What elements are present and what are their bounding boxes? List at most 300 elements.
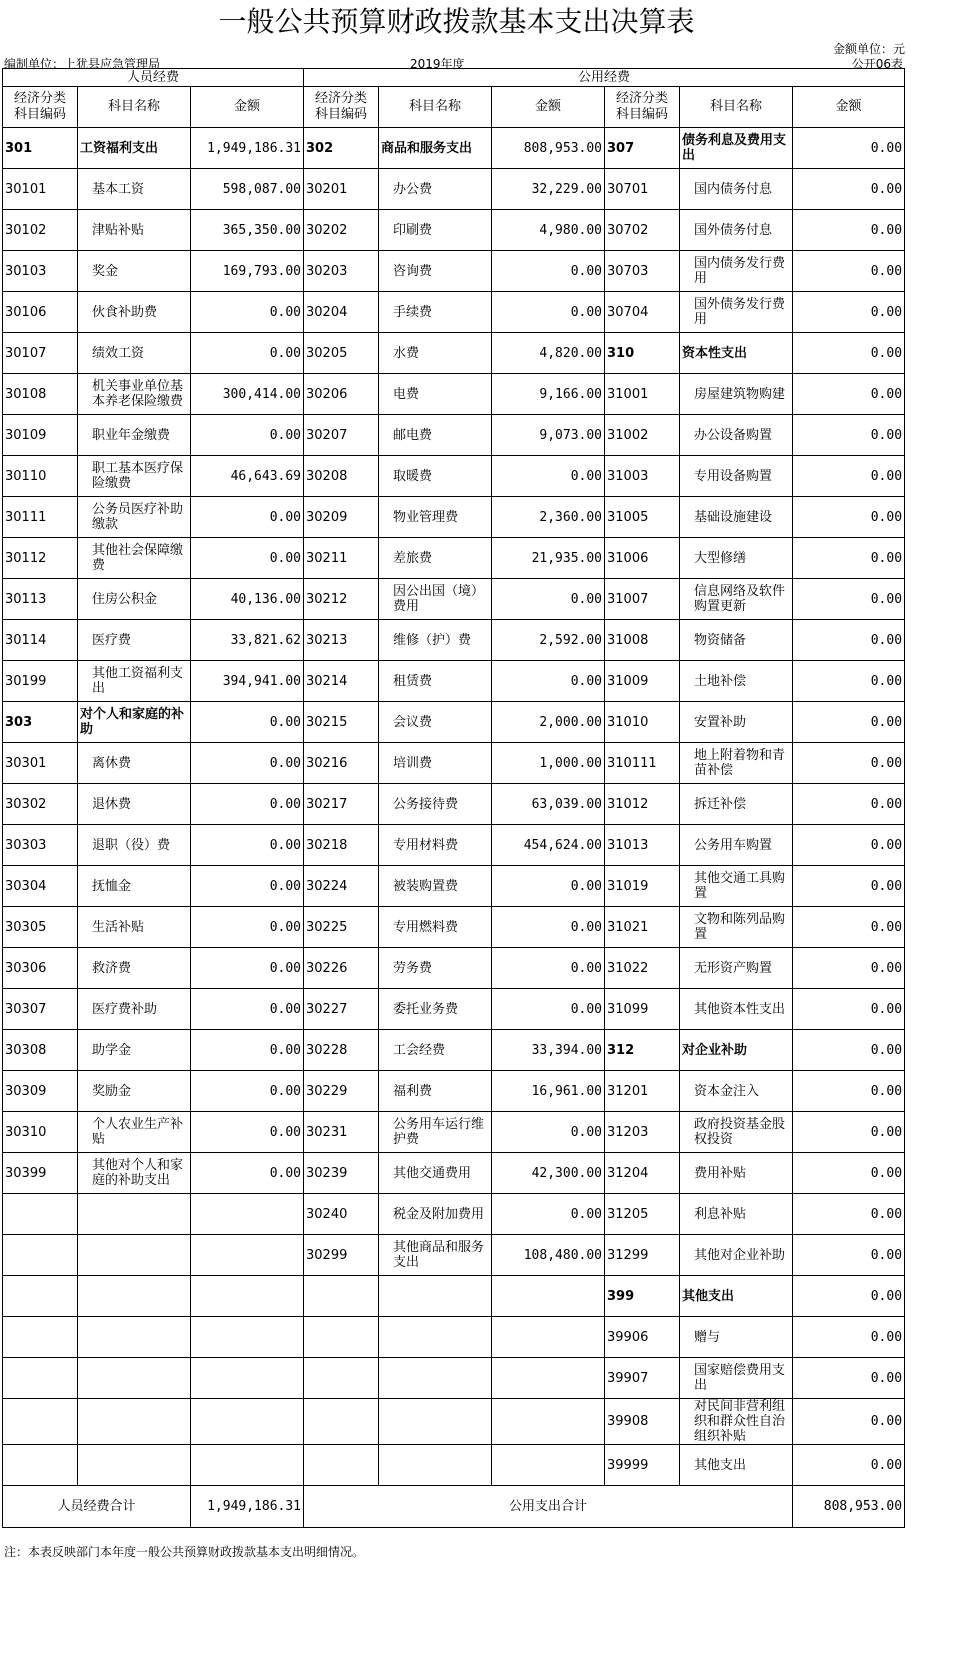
table-row: [3, 702, 905, 743]
code-cell-3: 31201: [605, 1071, 680, 1112]
amount-cell-1: 0.00: [191, 989, 304, 1030]
amount-cell-1: 0.00: [191, 743, 304, 784]
name-cell-1: 个人农业生产补贴: [78, 1112, 191, 1153]
name-cell-2: 被装购置费: [379, 866, 492, 907]
amount-cell-3: 0.00: [793, 292, 905, 333]
name-cell-1: 对个人和家庭的补助: [78, 702, 191, 743]
amount-cell-3: 0.00: [793, 497, 905, 538]
code-cell-1: 30307: [3, 989, 78, 1030]
amount-cell-3: 0.00: [793, 210, 905, 251]
amount-cell-2: [492, 1317, 605, 1358]
name-cell-1: 助学金: [78, 1030, 191, 1071]
public-total-amount: 808,953.00: [793, 1486, 905, 1528]
name-cell-3: 其他资本性支出: [680, 989, 793, 1030]
amount-cell-2: 0.00: [492, 1194, 605, 1235]
col-header-name-1: 科目名称: [78, 87, 191, 128]
name-cell-2: [379, 1317, 492, 1358]
amount-cell-2: 9,166.00: [492, 374, 605, 415]
name-cell-3: 公务用车购置: [680, 825, 793, 866]
amount-cell-2: 1,000.00: [492, 743, 605, 784]
amount-cell-1: 0.00: [191, 1153, 304, 1194]
name-cell-3: 其他支出: [680, 1445, 793, 1486]
code-cell-3: 31203: [605, 1112, 680, 1153]
name-cell-3: 拆迁补偿: [680, 784, 793, 825]
name-cell-1: 其他工资福利支出: [78, 661, 191, 702]
amount-cell-1: 394,941.00: [191, 661, 304, 702]
code-cell-1: [3, 1445, 78, 1486]
code-cell-1: [3, 1358, 78, 1399]
code-cell-1: 30302: [3, 784, 78, 825]
name-cell-2: 维修（护）费: [379, 620, 492, 661]
code-cell-2: 30217: [304, 784, 379, 825]
table-row: [3, 251, 905, 292]
reporting-unit: 编制单位：上犹县应急管理局: [4, 57, 161, 71]
code-cell-1: 30101: [3, 169, 78, 210]
code-cell-1: 30112: [3, 538, 78, 579]
amount-cell-2: 0.00: [492, 292, 605, 333]
amount-cell-1: 0.00: [191, 333, 304, 374]
code-cell-1: 301: [3, 128, 78, 169]
col-header-name-2: 科目名称: [379, 87, 492, 128]
amount-cell-3: 0.00: [793, 128, 905, 169]
code-cell-2: 30224: [304, 866, 379, 907]
amount-cell-2: [492, 1399, 605, 1445]
amount-cell-2: 0.00: [492, 989, 605, 1030]
name-cell-1: 其他社会保障缴费: [78, 538, 191, 579]
amount-cell-1: 300,414.00: [191, 374, 304, 415]
table-row: [3, 1030, 905, 1071]
name-cell-2: 手续费: [379, 292, 492, 333]
code-cell-3: 31099: [605, 989, 680, 1030]
name-cell-3: 房屋建筑物购建: [680, 374, 793, 415]
personnel-total-amount: 1,949,186.31: [191, 1486, 304, 1528]
amount-cell-1: 0.00: [191, 825, 304, 866]
amount-cell-1: 598,087.00: [191, 169, 304, 210]
amount-cell-3: 0.00: [793, 579, 905, 620]
name-cell-1: 退职（役）费: [78, 825, 191, 866]
code-cell-3: 30702: [605, 210, 680, 251]
amount-cell-2: 33,394.00: [492, 1030, 605, 1071]
name-cell-3: 专用设备购置: [680, 456, 793, 497]
table-row: [3, 1358, 905, 1399]
code-cell-2: 30202: [304, 210, 379, 251]
amount-cell-2: 2,000.00: [492, 702, 605, 743]
code-cell-1: 30309: [3, 1071, 78, 1112]
code-cell-2: 30203: [304, 251, 379, 292]
amount-cell-1: 0.00: [191, 1071, 304, 1112]
name-cell-3: 大型修缮: [680, 538, 793, 579]
col-header-amount-3: 金额: [793, 87, 905, 128]
amount-cell-3: 0.00: [793, 538, 905, 579]
table-row: [3, 1235, 905, 1276]
amount-cell-1: 0.00: [191, 948, 304, 989]
col-header-code-1: 经济分类 科目编码: [3, 87, 78, 128]
code-cell-2: 30239: [304, 1153, 379, 1194]
code-cell-1: 30109: [3, 415, 78, 456]
amount-cell-3: 0.00: [793, 661, 905, 702]
col-header-name-3: 科目名称: [680, 87, 793, 128]
code-cell-2: [304, 1445, 379, 1486]
code-cell-1: 30111: [3, 497, 78, 538]
name-cell-2: 取暖费: [379, 456, 492, 497]
code-cell-3: 312: [605, 1030, 680, 1071]
footnote: 注：本表反映部门本年度一般公共预算财政拨款基本支出明细情况。: [4, 1545, 365, 1559]
name-cell-1: [78, 1445, 191, 1486]
code-cell-3: 30703: [605, 251, 680, 292]
code-cell-2: 30208: [304, 456, 379, 497]
code-cell-3: 31019: [605, 866, 680, 907]
code-cell-2: 30228: [304, 1030, 379, 1071]
name-cell-2: [379, 1276, 492, 1317]
name-cell-3: 债务利息及费用支出: [680, 128, 793, 169]
code-cell-1: 30199: [3, 661, 78, 702]
table-row: [3, 210, 905, 251]
name-cell-1: 绩效工资: [78, 333, 191, 374]
code-cell-2: 30212: [304, 579, 379, 620]
amount-cell-1: 0.00: [191, 702, 304, 743]
amount-cell-2: 0.00: [492, 948, 605, 989]
amount-cell-1: [191, 1399, 304, 1445]
name-cell-2: 租赁费: [379, 661, 492, 702]
name-cell-3: 对民间非营利组织和群众性自治组织补贴: [680, 1399, 793, 1445]
amount-cell-3: 0.00: [793, 743, 905, 784]
table-row: [3, 1399, 905, 1445]
name-cell-2: 因公出国（境）费用: [379, 579, 492, 620]
amount-cell-2: 42,300.00: [492, 1153, 605, 1194]
code-cell-3: 31003: [605, 456, 680, 497]
amount-cell-3: 0.00: [793, 415, 905, 456]
name-cell-1: 奖金: [78, 251, 191, 292]
amount-cell-3: 0.00: [793, 948, 905, 989]
amount-cell-3: 0.00: [793, 1276, 905, 1317]
code-cell-2: 30207: [304, 415, 379, 456]
table-row: [3, 333, 905, 374]
name-cell-1: [78, 1358, 191, 1399]
amount-cell-3: 0.00: [793, 333, 905, 374]
code-cell-3: 30701: [605, 169, 680, 210]
report-title: 一般公共预算财政拨款基本支出决算表: [218, 5, 695, 38]
code-cell-2: 30201: [304, 169, 379, 210]
name-cell-1: 生活补贴: [78, 907, 191, 948]
table-row: [3, 825, 905, 866]
code-cell-2: [304, 1317, 379, 1358]
band-personnel: 人员经费: [3, 69, 304, 87]
name-cell-2: [379, 1399, 492, 1445]
code-cell-1: 303: [3, 702, 78, 743]
code-cell-2: 30227: [304, 989, 379, 1030]
name-cell-3: 信息网络及软件购置更新: [680, 579, 793, 620]
amount-cell-2: 0.00: [492, 866, 605, 907]
amount-cell-3: 0.00: [793, 1445, 905, 1486]
code-cell-2: 30225: [304, 907, 379, 948]
amount-cell-1: 33,821.62: [191, 620, 304, 661]
table-row: [3, 1153, 905, 1194]
amount-cell-3: 0.00: [793, 169, 905, 210]
table-row: [3, 374, 905, 415]
col-header-amount-1: 金额: [191, 87, 304, 128]
name-cell-2: 工会经费: [379, 1030, 492, 1071]
name-cell-3: 国内债务付息: [680, 169, 793, 210]
code-cell-3: 39908: [605, 1399, 680, 1445]
code-cell-2: 30240: [304, 1194, 379, 1235]
code-cell-3: 310111: [605, 743, 680, 784]
amount-cell-1: 0.00: [191, 907, 304, 948]
table-row: [3, 579, 905, 620]
amount-cell-3: 0.00: [793, 620, 905, 661]
name-cell-1: 伙食补助费: [78, 292, 191, 333]
name-cell-2: 培训费: [379, 743, 492, 784]
code-cell-3: 30704: [605, 292, 680, 333]
form-number: 公开06表: [851, 57, 903, 71]
amount-cell-2: 0.00: [492, 907, 605, 948]
name-cell-1: 救济费: [78, 948, 191, 989]
name-cell-1: 职工基本医疗保险缴费: [78, 456, 191, 497]
amount-cell-3: 0.00: [793, 251, 905, 292]
code-cell-3: 310: [605, 333, 680, 374]
table-row: [3, 456, 905, 497]
amount-cell-1: 0.00: [191, 292, 304, 333]
amount-cell-2: 0.00: [492, 456, 605, 497]
code-cell-3: 39999: [605, 1445, 680, 1486]
band-public: 公用经费: [304, 69, 905, 87]
code-cell-1: 30110: [3, 456, 78, 497]
band-header-row: [3, 69, 905, 87]
table-row: [3, 1112, 905, 1153]
amount-cell-1: 0.00: [191, 866, 304, 907]
code-cell-3: 31205: [605, 1194, 680, 1235]
public-total-label: 公用支出合计: [304, 1486, 793, 1528]
table-row: [3, 1071, 905, 1112]
amount-cell-1: [191, 1317, 304, 1358]
code-cell-2: [304, 1358, 379, 1399]
name-cell-3: 国家赔偿费用支出: [680, 1358, 793, 1399]
code-cell-1: 30113: [3, 579, 78, 620]
column-header-row: [3, 87, 905, 128]
name-cell-3: 资本性支出: [680, 333, 793, 374]
personnel-total-label: 人员经费合计: [3, 1486, 191, 1528]
code-cell-2: 30299: [304, 1235, 379, 1276]
code-cell-2: 30211: [304, 538, 379, 579]
table-row: [3, 743, 905, 784]
name-cell-3: 国内债务发行费用: [680, 251, 793, 292]
name-cell-3: 文物和陈列品购置: [680, 907, 793, 948]
name-cell-3: 对企业补助: [680, 1030, 793, 1071]
amount-cell-1: [191, 1194, 304, 1235]
code-cell-1: 30102: [3, 210, 78, 251]
amount-cell-3: 0.00: [793, 1358, 905, 1399]
code-cell-2: 30229: [304, 1071, 379, 1112]
code-cell-3: 31002: [605, 415, 680, 456]
amount-cell-2: 2,360.00: [492, 497, 605, 538]
name-cell-3: 无形资产购置: [680, 948, 793, 989]
name-cell-1: [78, 1317, 191, 1358]
name-cell-1: 公务员医疗补助缴款: [78, 497, 191, 538]
name-cell-2: 税金及附加费用: [379, 1194, 492, 1235]
code-cell-1: 30305: [3, 907, 78, 948]
code-cell-3: 31021: [605, 907, 680, 948]
table-row: [3, 1276, 905, 1317]
name-cell-1: 奖励金: [78, 1071, 191, 1112]
name-cell-2: 电费: [379, 374, 492, 415]
code-cell-1: 30310: [3, 1112, 78, 1153]
code-cell-1: [3, 1317, 78, 1358]
name-cell-1: 职业年金缴费: [78, 415, 191, 456]
name-cell-2: 专用燃料费: [379, 907, 492, 948]
currency-unit: 金额单位：元: [832, 42, 905, 56]
name-cell-2: 咨询费: [379, 251, 492, 292]
code-cell-1: 30107: [3, 333, 78, 374]
name-cell-3: 赠与: [680, 1317, 793, 1358]
code-cell-3: 31204: [605, 1153, 680, 1194]
name-cell-2: 邮电费: [379, 415, 492, 456]
amount-cell-1: 46,643.69: [191, 456, 304, 497]
code-cell-2: 30204: [304, 292, 379, 333]
code-cell-1: 30103: [3, 251, 78, 292]
amount-cell-3: 0.00: [793, 702, 905, 743]
amount-cell-3: 0.00: [793, 1399, 905, 1445]
code-cell-1: 30108: [3, 374, 78, 415]
amount-cell-1: [191, 1358, 304, 1399]
code-cell-3: 31009: [605, 661, 680, 702]
code-cell-2: 30206: [304, 374, 379, 415]
amount-cell-3: 0.00: [793, 374, 905, 415]
name-cell-1: [78, 1399, 191, 1445]
table-row: [3, 497, 905, 538]
code-cell-2: 30209: [304, 497, 379, 538]
amount-cell-1: 0.00: [191, 538, 304, 579]
code-cell-1: 30301: [3, 743, 78, 784]
code-cell-1: 30306: [3, 948, 78, 989]
amount-cell-2: 108,480.00: [492, 1235, 605, 1276]
amount-cell-3: 0.00: [793, 1030, 905, 1071]
amount-cell-2: [492, 1445, 605, 1486]
name-cell-1: 工资福利支出: [78, 128, 191, 169]
code-cell-2: 30218: [304, 825, 379, 866]
amount-cell-2: 21,935.00: [492, 538, 605, 579]
table-row: [3, 1317, 905, 1358]
table-row: [3, 907, 905, 948]
table-row: [3, 169, 905, 210]
code-cell-3: 31012: [605, 784, 680, 825]
code-cell-3: 399: [605, 1276, 680, 1317]
amount-cell-2: 4,980.00: [492, 210, 605, 251]
expenditure-table: [2, 68, 905, 1528]
amount-cell-1: [191, 1445, 304, 1486]
code-cell-2: 30226: [304, 948, 379, 989]
name-cell-1: 基本工资: [78, 169, 191, 210]
amount-cell-1: [191, 1276, 304, 1317]
name-cell-3: 其他支出: [680, 1276, 793, 1317]
name-cell-3: 土地补偿: [680, 661, 793, 702]
code-cell-1: 30399: [3, 1153, 78, 1194]
code-cell-2: 302: [304, 128, 379, 169]
code-cell-2: 30205: [304, 333, 379, 374]
table-row: [3, 415, 905, 456]
code-cell-1: 30308: [3, 1030, 78, 1071]
amount-cell-2: 0.00: [492, 579, 605, 620]
amount-cell-3: 0.00: [793, 1235, 905, 1276]
amount-cell-1: 0.00: [191, 1112, 304, 1153]
amount-cell-1: 1,949,186.31: [191, 128, 304, 169]
amount-cell-1: [191, 1235, 304, 1276]
table-row: [3, 784, 905, 825]
col-header-code-2: 经济分类 科目编码: [304, 87, 379, 128]
amount-cell-2: [492, 1358, 605, 1399]
name-cell-3: 政府投资基金股权投资: [680, 1112, 793, 1153]
amount-cell-2: 0.00: [492, 251, 605, 292]
name-cell-2: 水费: [379, 333, 492, 374]
name-cell-3: 基础设施建设: [680, 497, 793, 538]
amount-cell-2: [492, 1276, 605, 1317]
table-row: [3, 292, 905, 333]
code-cell-1: 30303: [3, 825, 78, 866]
table-row: [3, 128, 905, 169]
code-cell-1: [3, 1276, 78, 1317]
amount-cell-2: 0.00: [492, 661, 605, 702]
amount-cell-3: 0.00: [793, 1317, 905, 1358]
code-cell-3: 31001: [605, 374, 680, 415]
table-row: [3, 620, 905, 661]
name-cell-2: [379, 1358, 492, 1399]
name-cell-1: 其他对个人和家庭的补助支出: [78, 1153, 191, 1194]
amount-cell-1: 0.00: [191, 1030, 304, 1071]
amount-cell-3: 0.00: [793, 825, 905, 866]
code-cell-2: 30216: [304, 743, 379, 784]
name-cell-2: 商品和服务支出: [379, 128, 492, 169]
code-cell-2: [304, 1399, 379, 1445]
name-cell-1: 机关事业单位基本养老保险缴费: [78, 374, 191, 415]
name-cell-2: 办公费: [379, 169, 492, 210]
table-row: [3, 948, 905, 989]
name-cell-2: 会议费: [379, 702, 492, 743]
table-row: [3, 866, 905, 907]
col-header-code-3: 经济分类 科目编码: [605, 87, 680, 128]
name-cell-1: 住房公积金: [78, 579, 191, 620]
name-cell-3: 安置补助: [680, 702, 793, 743]
code-cell-3: 31013: [605, 825, 680, 866]
name-cell-1: 退休费: [78, 784, 191, 825]
code-cell-2: 30231: [304, 1112, 379, 1153]
amount-cell-3: 0.00: [793, 784, 905, 825]
name-cell-2: 印刷费: [379, 210, 492, 251]
code-cell-2: 30215: [304, 702, 379, 743]
table-row: [3, 538, 905, 579]
name-cell-2: 差旅费: [379, 538, 492, 579]
amount-cell-1: 365,350.00: [191, 210, 304, 251]
amount-cell-2: 63,039.00: [492, 784, 605, 825]
name-cell-1: [78, 1276, 191, 1317]
amount-cell-1: 0.00: [191, 415, 304, 456]
amount-cell-2: 0.00: [492, 1112, 605, 1153]
amount-cell-3: 0.00: [793, 1153, 905, 1194]
amount-cell-2: 32,229.00: [492, 169, 605, 210]
name-cell-3: 其他对企业补助: [680, 1235, 793, 1276]
name-cell-3: 费用补贴: [680, 1153, 793, 1194]
amount-cell-3: 0.00: [793, 1194, 905, 1235]
fiscal-year: 2019年度: [410, 57, 465, 71]
table-row: [3, 661, 905, 702]
code-cell-2: [304, 1276, 379, 1317]
amount-cell-1: 0.00: [191, 497, 304, 538]
name-cell-2: 其他交通费用: [379, 1153, 492, 1194]
code-cell-3: 31008: [605, 620, 680, 661]
name-cell-2: 其他商品和服务支出: [379, 1235, 492, 1276]
name-cell-3: 国外债务付息: [680, 210, 793, 251]
name-cell-1: 医疗费补助: [78, 989, 191, 1030]
amount-cell-1: 40,136.00: [191, 579, 304, 620]
name-cell-2: 委托业务费: [379, 989, 492, 1030]
col-header-amount-2: 金额: [492, 87, 605, 128]
